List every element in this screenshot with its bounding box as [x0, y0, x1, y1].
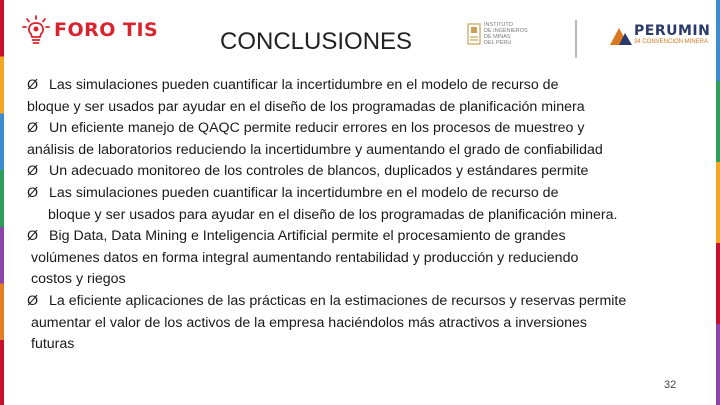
- right-color-stripe: [716, 0, 720, 405]
- arrow-bullet-icon: Ø: [27, 292, 39, 309]
- institute-logo: [467, 22, 534, 46]
- bullet-item: Ø Las simulaciones pueden cuantificar la incertidumbre en el modelo de recurso de bloque y ser usados para ayudar en el diseño de los programadas de planificación minera.: [27, 184, 618, 223]
- logo-divider: [575, 20, 577, 58]
- arrow-bullet-icon: Ø: [27, 163, 39, 180]
- brand-name: FORO TIS: [54, 19, 159, 41]
- institute-emblem-icon: [467, 23, 481, 45]
- arrow-bullet-icon: Ø: [27, 184, 39, 201]
- conclusions-list: [27, 75, 713, 356]
- perumin-logo: [610, 24, 710, 46]
- lightbulb-icon: [22, 15, 50, 45]
- page-number: 32: [664, 379, 677, 391]
- bullet-item: Ø Un eficiente manejo de QAQC permite reducir errores en los procesos de muestreo y análisis de laboratorios reduciendo la incertidumbre y aumentando el grado de confiabilidad: [27, 120, 603, 158]
- foro-tis-logo: [22, 15, 158, 45]
- arrow-bullet-icon: Ø: [27, 228, 39, 245]
- mountain-icon: [610, 25, 632, 45]
- institute-name: INSTITUTO DE INGENIEROS DE MINAS DEL PERU: [484, 22, 528, 46]
- page-title: CONCLUSIONES: [220, 28, 413, 55]
- bullet-item: Ø La eficiente aplicaciones de las prácticas en la estimaciones de recursos y reservas permite aumentar el valor de los activos de la empresa haciéndolos más atractivos a inversiones futuras: [27, 292, 627, 353]
- perumin-name: PERUMIN: [634, 23, 711, 39]
- bullet-item: Ø Big Data, Data Mining e Inteligencia Artificial permite el procesamiento de grandes volúmenes datos en forma integral aumentando rentabilidad y producción y reduciendo costos y riegos: [27, 228, 579, 288]
- perumin-subtitle: 34 CONVENCION MINERA: [634, 39, 709, 45]
- bullet-item: Ø Las simulaciones pueden cuantificar la incertidumbre en el modelo de recurso de bloque y ser usados par ayudar en el diseño de los programadas de planificación minera: [27, 77, 585, 115]
- bullet-item: Ø Un adecuado monitoreo de los controles de blancos, duplicados y estándares permite: [27, 161, 713, 183]
- arrow-bullet-icon: Ø: [27, 120, 39, 137]
- left-color-stripe: [0, 0, 4, 405]
- arrow-bullet-icon: Ø: [27, 77, 39, 93]
